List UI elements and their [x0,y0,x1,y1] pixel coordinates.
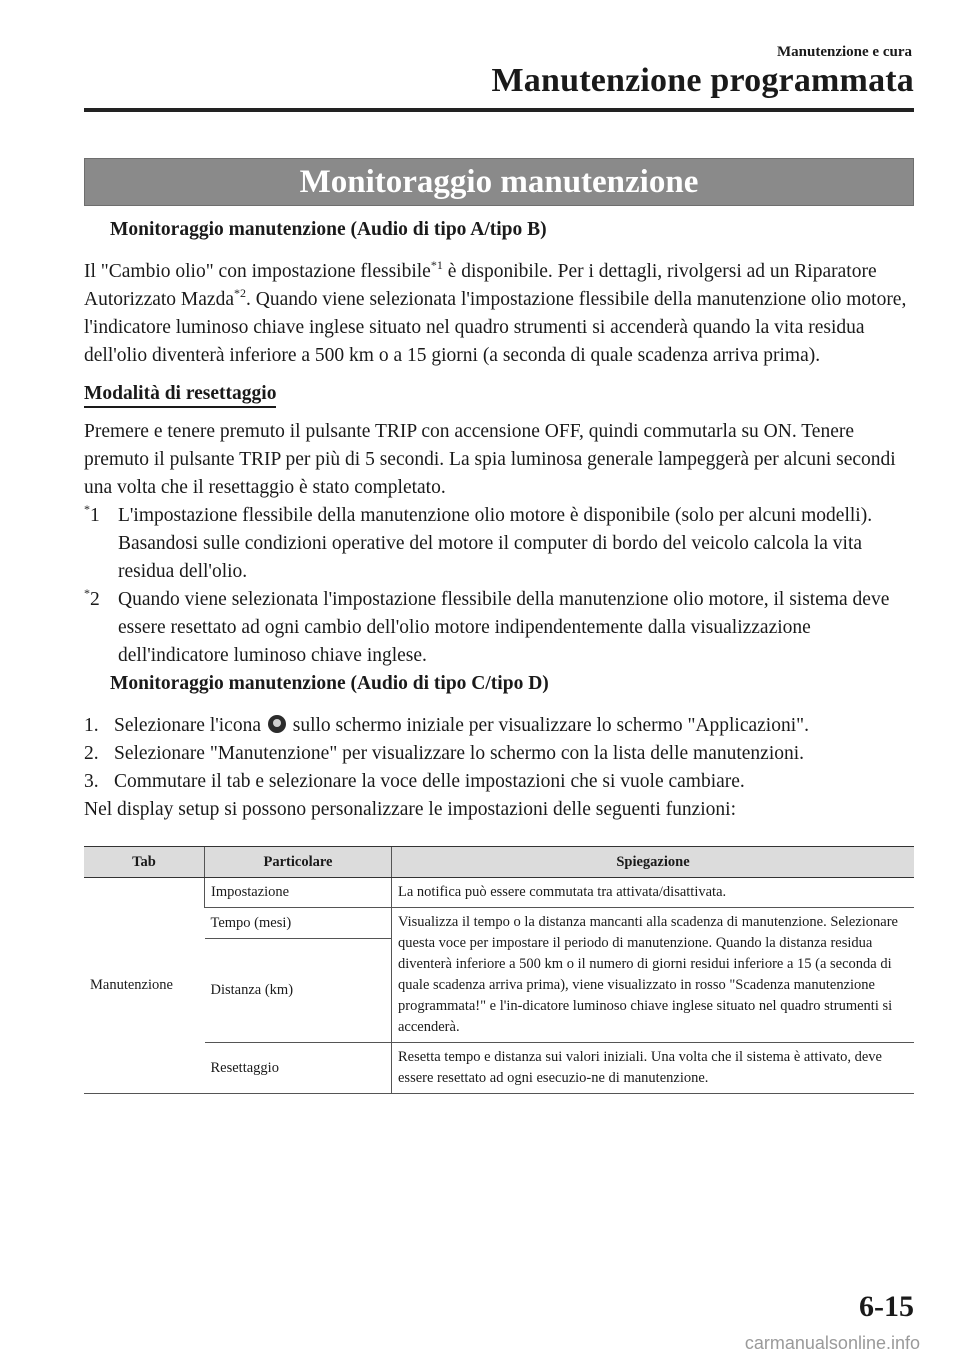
table-row [84,1043,914,1094]
list-item [84,712,914,740]
list-item [84,768,914,796]
table-cell-explanation: Resetta tempo e distanza sui valori iniziali. Una volta che il sistema è attivato, deve essere resettato ad ogni esecuzio-ne di manutenzione. [392,1043,915,1094]
table-cell-explanation: Visualizza il tempo o la distanza mancanti alla scadenza di manutenzione. Selezionare questa voce per impostare il periodo di manutenzione. Quando la distanza residua diventerà inferiore a 500 km o il numero di giorni residui inferiore a 15 (a seconda di quale scadenza arriva prima), viene visualizzato in rosso "Scadenza manutenzione programmata!" e l'in-dicatore luminoso chiave inglese situato nel quadro strumenti si accenderà. [392,908,915,1043]
intro-paragraph [84,258,914,370]
footnote-ref-1: *1 [430,258,443,272]
footnote-number: 1 [90,505,100,526]
footnote-2 [84,586,914,670]
footnote-asterisk: * [84,502,90,516]
closing-paragraph: Nel display setup si possono personalizzare le impostazioni delle seguenti funzioni: [84,799,737,820]
step-text: sullo schermo iniziale per visualizzare lo schermo "Applicazioni". [292,715,809,736]
footnote-asterisk: * [84,586,90,600]
list-item [84,740,914,768]
footnote-number: 2 [90,589,100,610]
table-cell-item: Distanza (km) [205,939,392,1043]
footnote-text: L'impostazione flessibile della manutenzione olio motore è disponibile (solo per alcuni modelli). Basandosi sulle condizioni operative del motore il computer di bordo del veicolo calcola la vita residua dell'olio. [118,505,873,582]
banner-title: Monitoraggio manutenzione [299,163,699,200]
reset-instructions: Premere e tenere premuto il pulsante TRIP con accensione OFF, quindi commutarla su ON. Tenere premuto il pulsante TRIP per più di 5 secondi. La spia luminosa generale lampeggerà per alcuni secondi una volta che il resettaggio è stato completato. [84,421,896,498]
table-header-row [84,847,914,878]
intro-text-3: . Quando viene selezionata l'impostazione flessibile della manutenzione olio motore, l'indicatore luminoso chiave inglese situato nel quadro strumenti si accenderà quando la vita residua dell'olio diventerà inferiore a 500 km o a 15 giorni (a seconda di quale scadenza arriva prima). [84,289,907,366]
table-header-item: Particolare [205,847,392,878]
reset-mode-heading: Modalità di resettaggio [84,382,276,408]
table-cell-item: Impostazione [205,878,392,908]
footnote-1 [84,502,914,586]
step-text: Commutare il tab e selezionare la voce delle impostazioni che si vuole cambiare. [114,771,745,792]
running-header-title: Manutenzione programmata [491,62,914,99]
table-cell-item: Resettaggio [205,1043,392,1094]
applications-icon [268,715,286,733]
page-body [84,216,914,1094]
table-cell-explanation: La notifica può essere commutata tra attivata/disattivata. [392,878,915,908]
list-number: 2. [84,743,99,764]
section-banner [84,158,914,206]
table-cell-tab: Manutenzione [84,878,205,1094]
table-row [84,878,914,908]
subheading-b: Monitoraggio manutenzione (Audio di tipo C/tipo D) [110,673,549,694]
page-number: 6-15 [859,1290,914,1323]
list-number: 3. [84,771,99,792]
step-text: Selezionare l'icona [114,715,261,736]
table-header-tab: Tab [84,847,205,878]
header-divider [84,108,914,112]
running-header-section: Manutenzione e cura [777,44,912,60]
table-header-explanation: Spiegazione [392,847,915,878]
table-row [84,908,914,939]
list-number: 1. [84,715,99,736]
subheading-a: Monitoraggio manutenzione (Audio di tipo A/tipo B) [110,219,547,240]
step-text: Selezionare "Manutenzione" per visualizzare lo schermo con la lista delle manutenzioni. [114,743,805,764]
footnote-text: Quando viene selezionata l'impostazione flessibile della manutenzione olio motore, il sistema deve essere resettato ad ogni cambio dell'olio motore indipendentemente dalla visualizzazione dell'indicatore luminoso chiave inglese. [118,589,890,666]
table-cell-item: Tempo (mesi) [205,908,392,939]
intro-text-2: è disponibile. Per i dettagli, rivolgersi ad un Riparatore Autorizzato Mazda [84,261,877,310]
settings-table [84,846,914,1094]
intro-text-1: Il "Cambio olio" con impostazione flessibile [84,261,431,282]
watermark: carmanualsonline.info [744,1333,920,1353]
footnote-ref-2: *2 [233,286,246,300]
